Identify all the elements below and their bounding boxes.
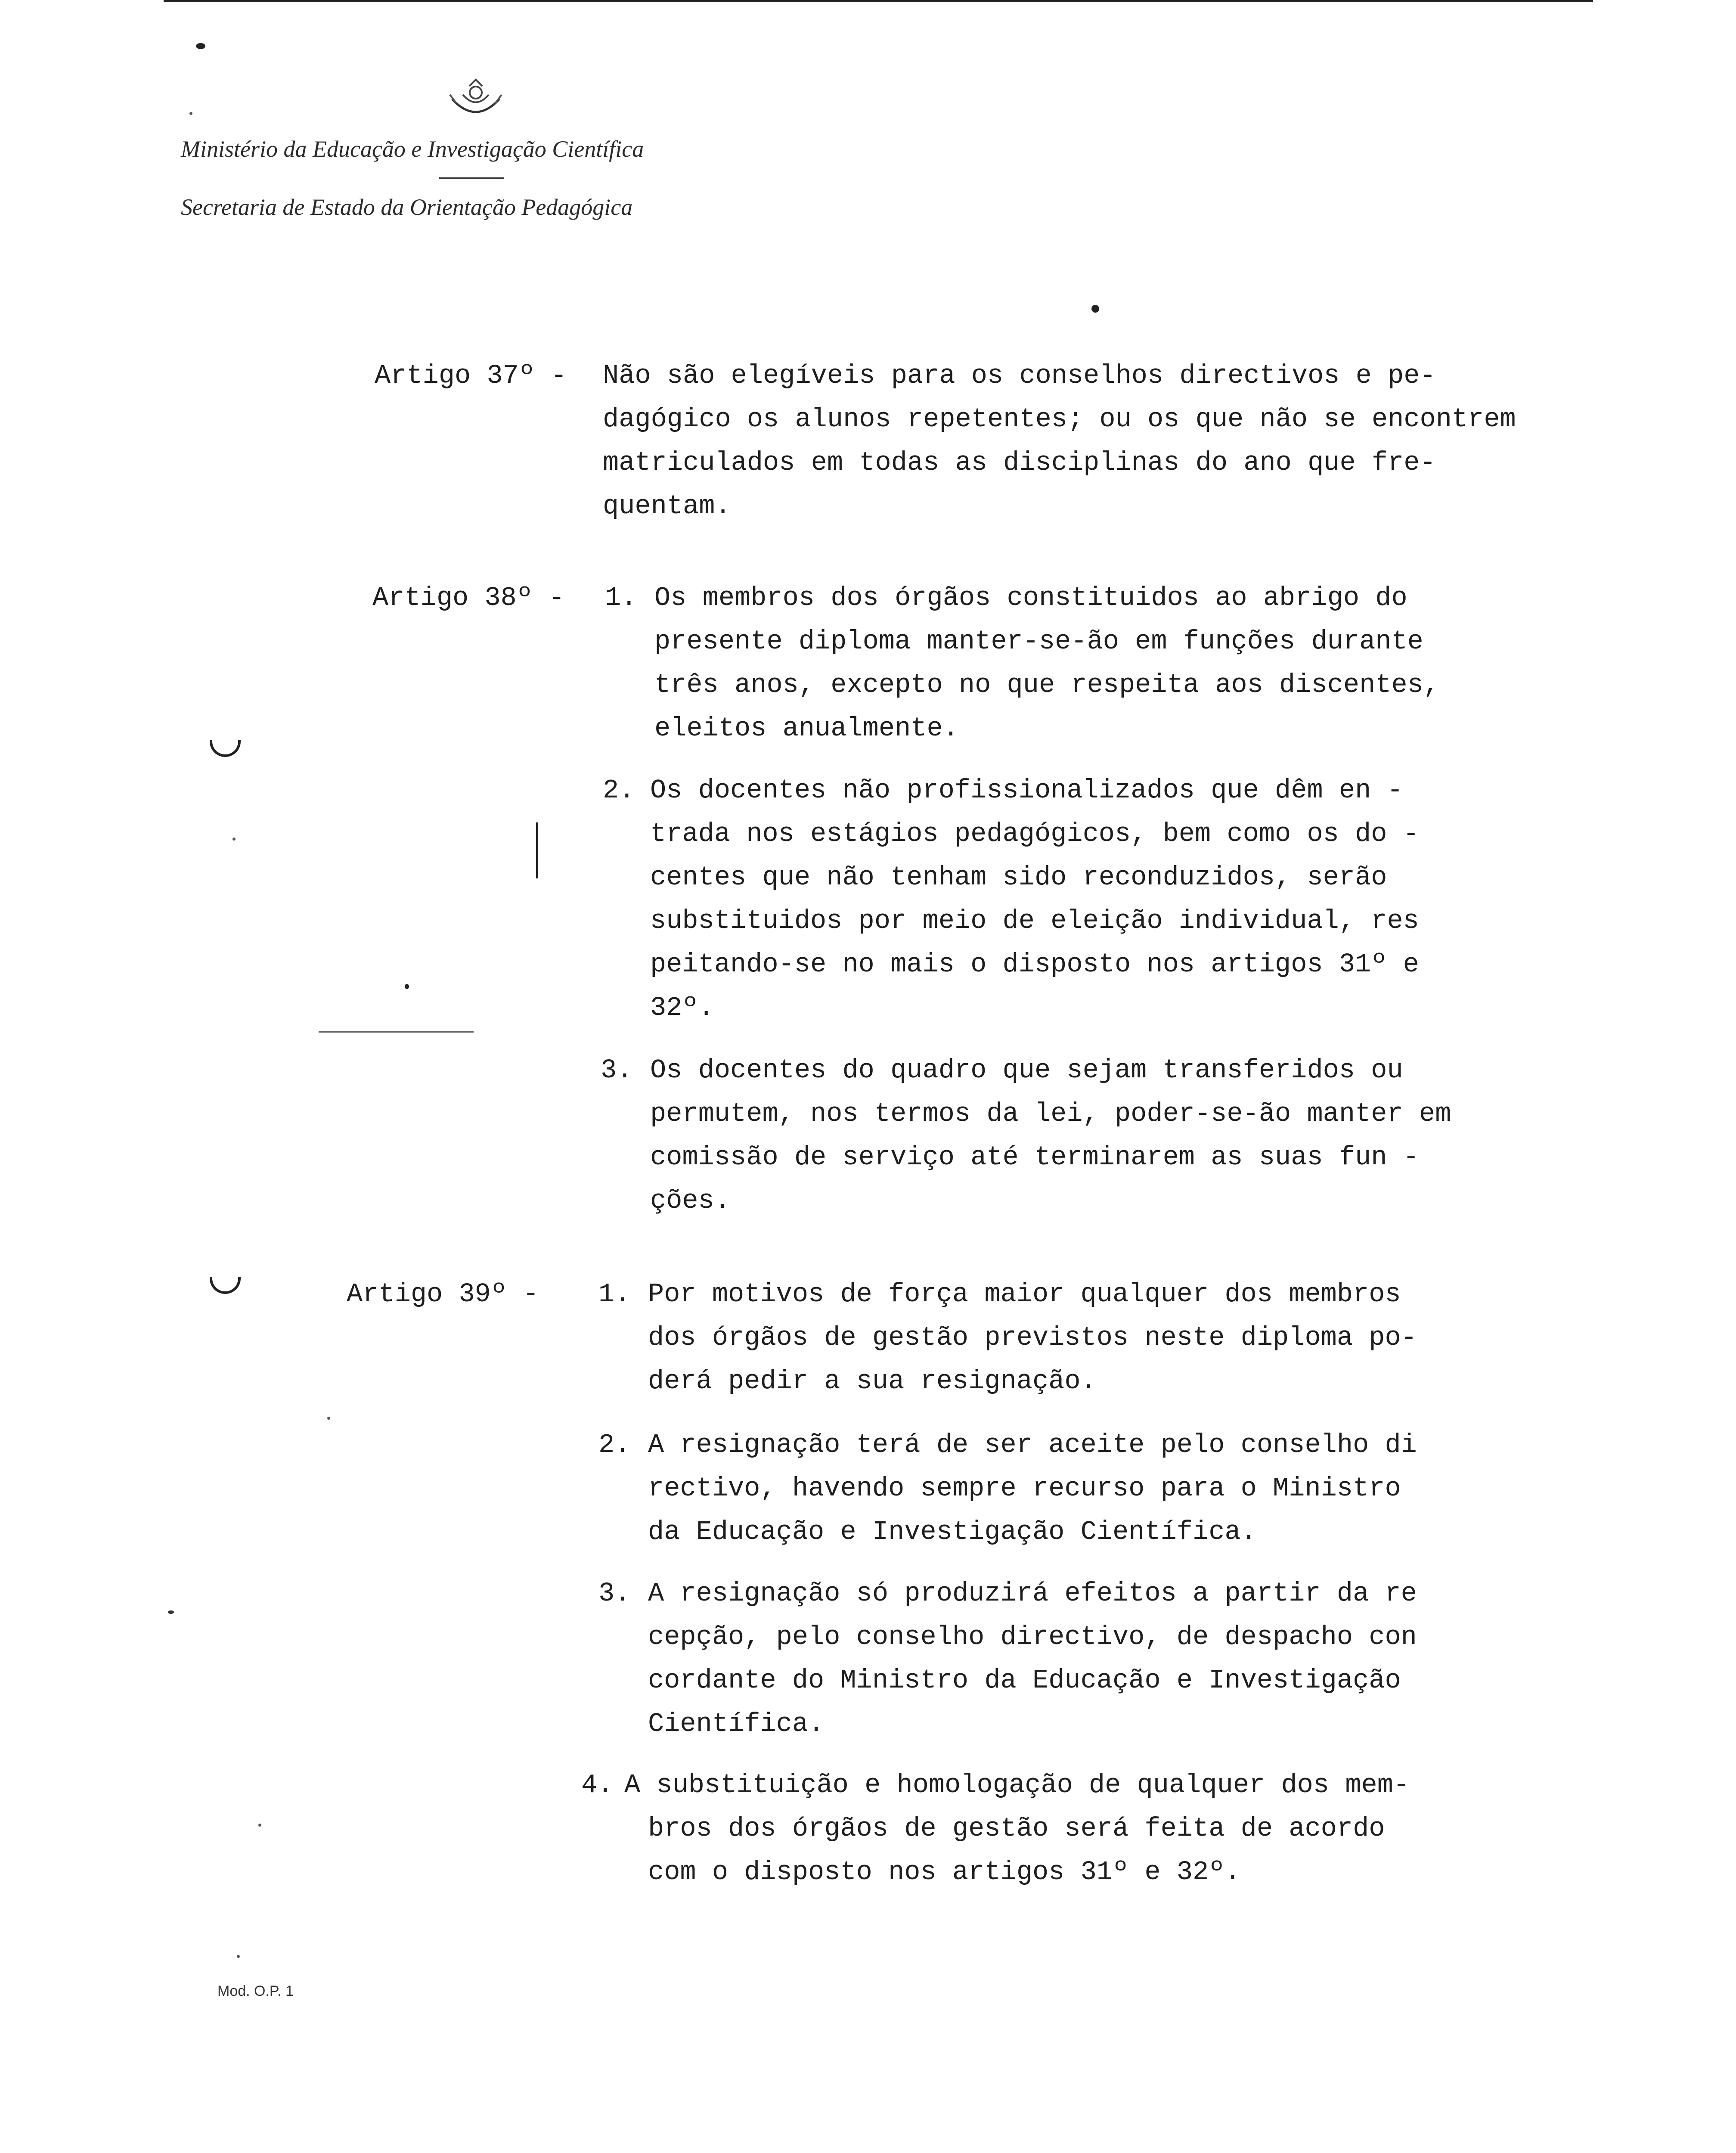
punch-hole-mark [210,1277,241,1294]
scan-speck [405,984,409,989]
article-39-item-1-text [648,1272,1417,1403]
scan-dashed-line [319,1031,474,1033]
scan-speck [189,112,192,115]
text-line: Não são elegíveis para os conselhos directivos e pe- [603,360,1436,391]
text-line: A resignação só produzirá efeitos a partir da re [648,1578,1417,1609]
text-line: comissão de serviço até terminarem as suas fun - [650,1142,1419,1173]
text-line: Os membros dos órgãos constituidos ao abrigo do [654,583,1407,613]
text-line: eleitos anualmente. [654,713,959,744]
text-line: cepção, pelo conselho directivo, de despacho con [648,1622,1417,1652]
scan-mark [196,43,205,49]
text-line: bros dos órgãos de gestão será feita de acordo [648,1813,1385,1844]
top-rule [164,0,1593,2]
text-line: substituidos por meio de eleição individual, res [650,906,1419,936]
text-line: trada nos estágios pedagógicos, bem como os do - [650,819,1419,849]
text-line: dos órgãos de gestão previstos neste diploma po- [648,1322,1417,1353]
article-39-item-3-text [648,1572,1417,1746]
text-line: dagógico os alunos repetentes; ou os que não se encontrem [603,404,1516,434]
text-line: Os docentes do quadro que sejam transferidos ou [650,1055,1403,1086]
scan-speck [232,838,236,841]
punch-hole-mark [210,740,241,757]
text-line: com o disposto nos artigos 31º e 32º. [648,1857,1241,1887]
text-line: da Educação e Investigação Científica. [648,1517,1257,1547]
article-39-item-3-number: 3. [598,1578,631,1609]
article-39-item-1-number: 1. [598,1279,631,1309]
article-39-item-4-text [624,1763,1409,1894]
coat-of-arms-emblem [443,78,508,125]
text-line: A substituição e homologação de qualquer dos mem- [624,1770,1410,1800]
text-line: quentam. [603,491,731,521]
form-code: Mod. O.P. 1 [217,1983,294,1999]
text-line: Por motivos de força maior qualquer dos membros [648,1279,1401,1309]
article-37-text [603,354,1516,528]
article-37-label: Artigo 37º - [375,360,567,391]
article-39-label: Artigo 39º - [347,1279,539,1309]
article-38-item-1-text [654,576,1439,750]
text-line: presente diploma manter-se-ão em funções durante [654,626,1423,657]
text-line: matriculados em todas as disciplinas do ano que fre- [603,447,1436,478]
text-line: Científica. [648,1709,825,1739]
text-line: centes que não tenham sido reconduzidos, serão [650,862,1387,893]
scan-speck [237,1955,240,1958]
scan-vertical-mark [536,822,538,878]
text-line: peitando-se no mais o disposto nos artigos 31º e [650,949,1419,980]
article-38-item-2-number: 2. [603,775,635,806]
scan-speck [327,1417,330,1420]
text-line: rectivo, havendo sempre recurso para o Ministro [648,1473,1401,1504]
article-38-label: Artigo 38º - [372,583,565,613]
text-line: Os docentes não profissionalizados que dêm en - [650,775,1403,806]
text-line: derá pedir a sua resignação. [648,1366,1097,1396]
secretariat-name: Secretaria de Estado da Orientação Pedagógica [181,194,633,220]
text-line: A resignação terá de ser aceite pelo conselho di [648,1430,1417,1460]
article-39-item-2-number: 2. [598,1430,631,1460]
article-39-item-2-text [648,1423,1417,1554]
article-38-item-2-text [650,769,1419,1030]
text-line: permutem, nos termos da lei, poder-se-ão manter em [650,1098,1451,1129]
article-38-item-3-text [650,1049,1451,1222]
article-38-item-1-number: 1. [605,583,637,613]
text-line: cordante do Ministro da Educação e Investigação [648,1665,1401,1696]
text-line: ções. [650,1185,731,1216]
header-separator [439,177,504,179]
article-39-item-4-number: 4. [581,1770,614,1800]
scan-speck [1091,305,1099,313]
article-38-item-3-number: 3. [601,1055,633,1086]
text-line: 32º. [650,993,714,1023]
text-line: três anos, excepto no que respeita aos discentes, [654,670,1440,700]
ministry-name: Ministério da Educação e Investigação Científica [181,136,644,162]
scan-speck [258,1824,261,1827]
scan-speck [168,1610,174,1614]
